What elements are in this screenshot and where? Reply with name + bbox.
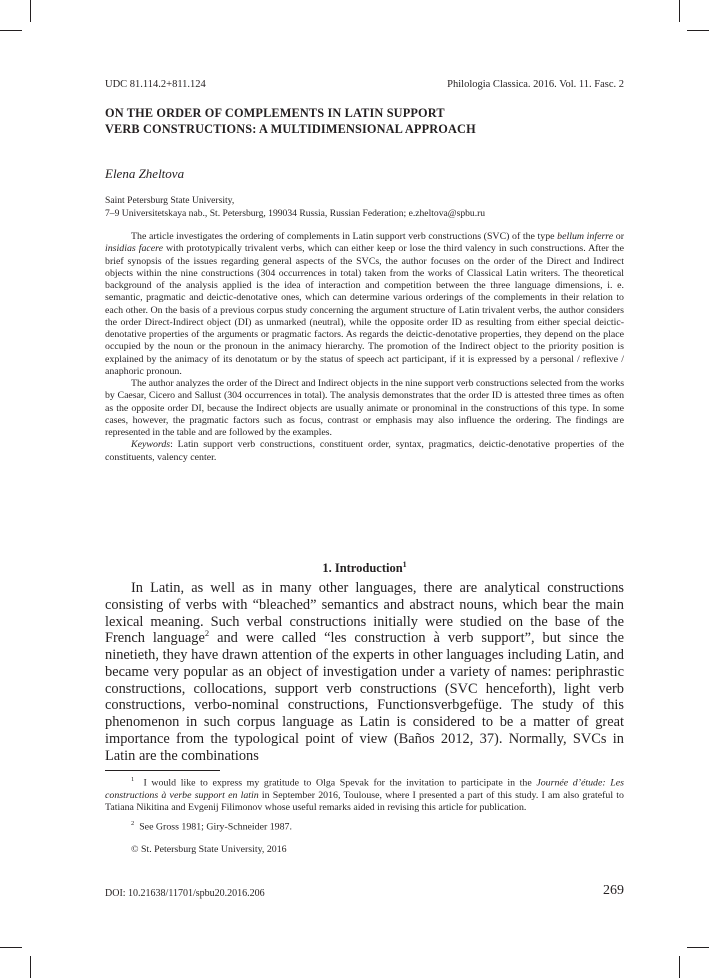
crop-mark-tl-horizontal — [0, 30, 22, 31]
crop-mark-br-horizontal — [687, 947, 709, 948]
footnote-text: I would like to express my gratitude to Olga Spevak for the invitation to participate in the — [143, 777, 537, 789]
footnote-reference: 2 — [204, 628, 210, 639]
footnote-text: See Gross 1981; Giry-Schneider 1987. — [139, 821, 292, 833]
author-name: Elena Zheltova — [105, 166, 185, 181]
footnote-separator — [105, 770, 220, 771]
article-title-line-2: VERB CONSTRUCTIONS: A MULTIDIMENSIONAL APPROACH — [105, 121, 476, 136]
footnote-1 — [105, 774, 624, 814]
crop-mark-bl-vertical — [30, 956, 31, 978]
affiliation-line-1: Saint Petersburg State University, — [105, 195, 235, 206]
abstract-text: with prototypically trivalent verbs, which can either keep or lose the third valency in such constructions. After the brief synopsis of the issues regarding general aspects of the SVCs, the author focuses on the order of the Direct and Indirect objects within the nine constructions (304 occurrences in total) taken from the works of Classical Latin writers. The theoretical background of the analysis applied is the idea of interaction and competition between the three language dimensions, i. e. semantic, pragmatic and deictic-denotative ones, which can determine various orderings of the complements in their relation to each other. On the basis of a previous corpus study concerning the argument structure of Latin trivalent verbs, the author considers the order Direct-Indirect object (DI) as unmarked (neutral), while the opposite order ID as resulting from either special deictic-denotative properties of the arguments or pragmatic factors. As regards the deictic-denotative properties, they depend on the place occupied by the noun or the pronoun in the animacy hierarchy. The promotion of the Indirect object to the priority position is explained by the animacy of its denotatum or by the status of speech act participant, if it is expressed by a personal / reflexive / anaphoric pronoun. — [105, 243, 624, 377]
section-heading-text: 1. Introduction — [322, 561, 403, 576]
crop-mark-tr-horizontal — [687, 30, 709, 31]
keywords — [105, 439, 624, 464]
keywords-label: Keywords — [131, 439, 171, 451]
keywords-list: : Latin support verb constructions, constituent order, syntax, pragmatics, deictic-denotative properties of the constituents, valency center. — [105, 439, 624, 463]
journal-citation: Philologia Classica. 2016. Vol. 11. Fasc. 2 — [447, 79, 624, 90]
page-number: 269 — [603, 883, 624, 898]
footnote-event-title: Journée d’étude: Les constructions à verbe support en latin — [105, 777, 625, 801]
crop-mark-tl-vertical — [30, 0, 31, 22]
body-text-segment: and were called “les construction à verb support”, but since the ninetieth, they have drawn attention of the experts in other languages including Latin, and became very popular as an object of investigation under a variety of names: periphrastic constructions, collocations, support verb constructions (SVC henceforth), light verb constructions, verbo-nominal constructions, Functionsverbgefüge. The study of this phenomenon in such corpus language as Latin is considered to be a matter of great importance from the typological point of view (Baños 2012, 37). Normally, SVCs in Latin are the combinations — [105, 630, 625, 764]
author-affiliation — [105, 195, 625, 220]
footnote-text: in September 2016, Toulouse, where I presented a part of this study. I am also grateful to Tatiana Nikitina and Evgenij Filimonov whose useful remarks aided in revising this article for publication. — [105, 789, 624, 813]
doi: DOI: 10.21638/11701/spbu20.2016.206 — [105, 888, 265, 899]
abstract-paragraph-1 — [105, 231, 624, 378]
section-heading — [105, 557, 624, 576]
body-text — [105, 580, 624, 764]
footnote-number: 1 — [131, 776, 135, 783]
abstract-paragraph-2: The author analyzes the order of the Direct and Indirect objects in the nine support verb constructions selected from the works by Caesar, Cicero and Sallust (304 occurrences in total). The analysis demonstrates that the order ID is attested three times as often as the opposite order DI, because the Indirect objects are usually animate or pronominal in the constructions of this type. In some cases, however, the pragmatic factors such as focus, contrast or emphasis may also influence the ordering. The findings are represented in the table and are followed by the examples. — [105, 378, 624, 438]
copyright-notice: © St. Petersburg State University, 2016 — [131, 843, 287, 855]
affiliation-line-2: 7–9 Universitetskaya nab., St. Petersburg, 199034 Russia, Russian Federation; e.zheltova@spbu.ru — [105, 207, 486, 219]
abstract — [105, 231, 624, 464]
udc-code: UDC 81.114.2+811.124 — [105, 79, 206, 90]
body-paragraph-1 — [105, 580, 624, 764]
article-title-line-1: ON THE ORDER OF COMPLEMENTS IN LATIN SUPPORT — [105, 106, 445, 120]
footnote-reference: 1 — [402, 560, 407, 569]
abstract-example-term: bellum inferre — [557, 231, 614, 242]
footnotes — [105, 774, 624, 866]
body-text-segment: In Latin, as well as in many other languages, there are analytical constructions consisting of verbs with “bleached” semantics and abstract nouns, which bear the main lexical meaning. Such verbal constructions initially were studied on the base of the French language — [105, 580, 624, 647]
footnote-2 — [105, 818, 624, 834]
abstract-text: or — [613, 231, 624, 242]
article-title — [105, 106, 625, 137]
footnote-number: 2 — [131, 820, 135, 828]
crop-mark-br-vertical — [679, 956, 680, 978]
crop-mark-bl-horizontal — [0, 947, 22, 948]
crop-mark-tr-vertical — [679, 0, 680, 22]
abstract-example-term: insidias facere — [105, 243, 164, 255]
abstract-text: The article investigates the ordering of complements in Latin support verb constructions (SVC) of the type — [131, 231, 558, 242]
